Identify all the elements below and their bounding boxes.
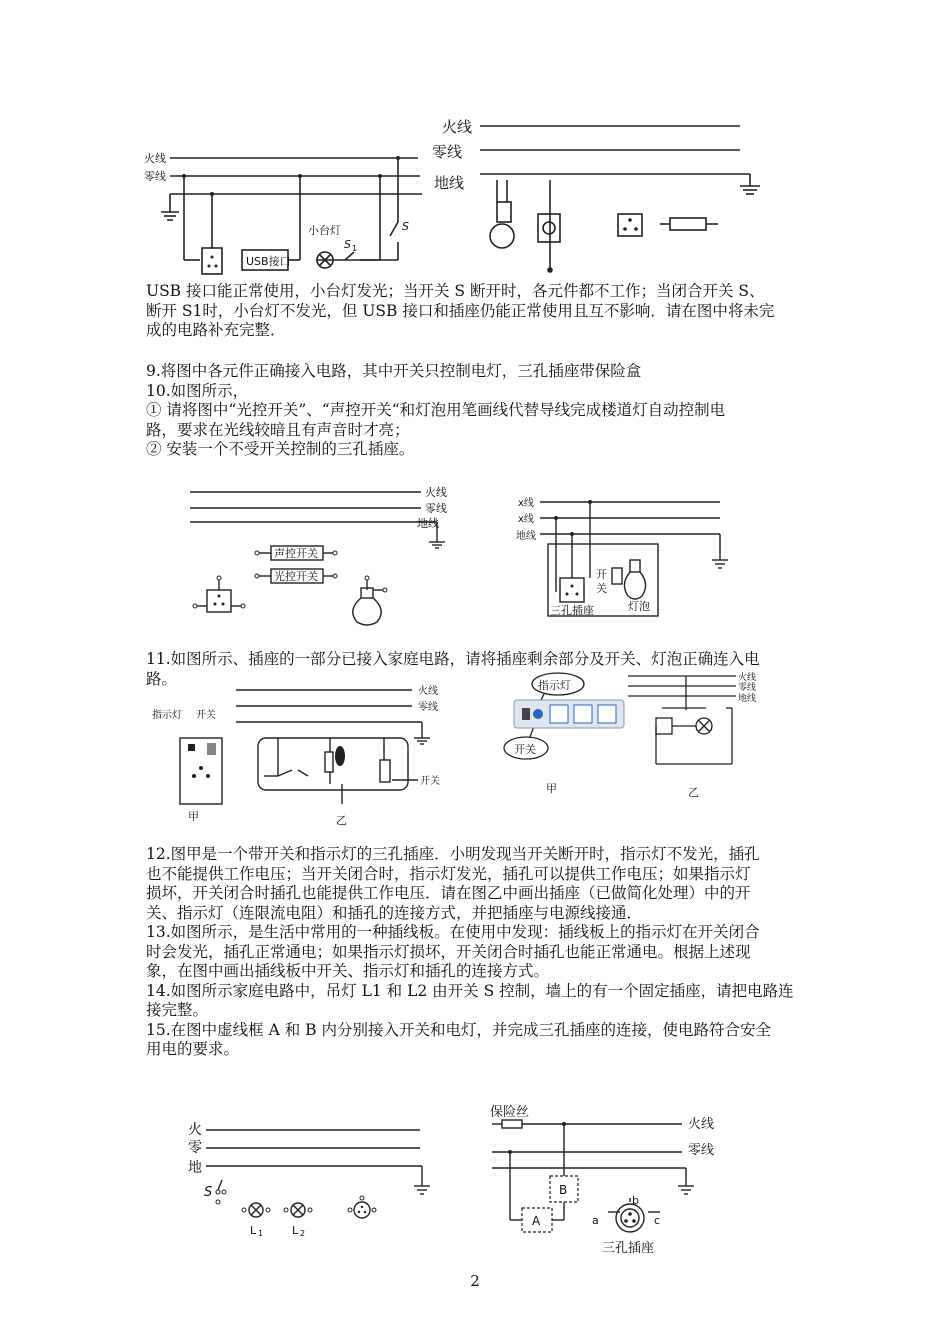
fig4-live-label: 火线: [418, 686, 438, 697]
figure-q12-power-strip: [496, 668, 776, 803]
q13-line-3: 象，在图中画出插线板中开关、指示灯和插孔的连接方式。: [146, 962, 550, 980]
socket-pin-c-label: c: [654, 1214, 661, 1227]
fig6-l2-subscript: 2: [300, 1229, 306, 1238]
sound-switch-label: 声控开关: [274, 547, 318, 560]
question-10-item-1a: ① 请将图中“光控开关”、“声控开关“和灯泡用笔画线代替导线完成楼道灯自动控制电: [146, 401, 726, 419]
fig2-neutral-label: 零线: [425, 502, 447, 515]
socket-pin-b-label: b: [632, 1194, 639, 1207]
usb-label: USB接口: [246, 255, 291, 268]
q15-line-2: 用电的要求。: [146, 1040, 240, 1058]
s1-label: S: [344, 238, 351, 251]
q11-line-1: 11.如图所示、插座的一部分已接入家庭电路，请将插座剩余部分及开关、灯泡正确连入电: [146, 650, 760, 668]
fig3-socket-label: 三孔插座: [550, 604, 594, 617]
q13-line-2: 时会发光，插孔正常通电；如果指示灯损坏，开关闭合时插孔也能正常通电。根据上述现: [146, 942, 751, 961]
strip-indicator-label: 指示灯: [538, 679, 571, 692]
left-neutral-label: 零线: [144, 170, 166, 183]
q12-line-4: 关、指示灯（连限流电阻）和插孔的连接方式，并把插座与电源线接通．: [146, 903, 643, 922]
box-a-label: A: [532, 1214, 541, 1228]
lamp-label: 小台灯: [308, 224, 341, 237]
question-9-10-text: [146, 362, 808, 460]
strip-switch-label: 开关: [514, 743, 536, 756]
fig6-l1-subscript: 1: [258, 1229, 264, 1238]
fuse-label: 保险丝: [490, 1105, 530, 1120]
light-switch-label: 光控开关: [274, 570, 318, 583]
fig4-yi-label: 乙: [336, 814, 347, 825]
right-live-label: 火线: [442, 118, 473, 136]
figure-q10-stair-light: [185, 480, 475, 630]
figure-q15-boxes: [486, 1100, 726, 1260]
fig5-ground-label: 地线: [738, 694, 757, 704]
s1-subscript: 1: [352, 244, 358, 253]
fig7-neutral-label: 零线: [688, 1143, 715, 1158]
fig3-line2-label: x线: [518, 514, 534, 525]
question-8-text: [146, 282, 808, 341]
figure-q11-socket: [152, 680, 452, 825]
fig6-ground-label: 地: [188, 1160, 202, 1176]
box-b-label: B: [559, 1183, 568, 1197]
fig6-l1-label: L: [250, 1224, 257, 1237]
fig6-l2-label: L: [292, 1224, 299, 1237]
fig6-s-label: S: [204, 1185, 213, 1200]
q13-line-1: 13.如图所示，是生活中常用的一种插线板。在使用中发现：插线板上的指示灯在开关闭合: [146, 923, 760, 941]
fig3-line1-label: x线: [518, 498, 534, 509]
fig6-neutral-label: 零: [188, 1140, 202, 1156]
fig3-switch-label-2: 关: [596, 582, 607, 595]
fig2-ground-label: 地线: [417, 517, 439, 530]
figure-q14-lamps: [184, 1112, 444, 1242]
three-hole-socket-label: 三孔插座: [602, 1241, 655, 1256]
fig5-live-label: 火线: [738, 673, 757, 683]
page-number: 2: [470, 1272, 480, 1290]
question-12-15-text: [146, 845, 808, 1060]
q12-line-1: 12.图甲是一个带开关和指示灯的三孔插座．小明发现当开关断开时，指示灯不发光，插孔: [146, 845, 760, 863]
question-9: 9.将图中各元件正确接入电路，其中开关只控制电灯，三孔插座带保险盒: [146, 362, 642, 380]
q11-line-2: 路。: [146, 669, 178, 688]
question-10-head: 10.如图所示，: [146, 381, 249, 400]
fig7-live-label: 火线: [688, 1117, 715, 1132]
question-10-item-1b: 路，要求在光线较暗且有声音时才亮；: [146, 420, 410, 439]
question-10-item-2: ② 安装一个不受开关控制的三孔插座。: [146, 440, 415, 458]
indicator-label: 指示灯: [152, 710, 182, 721]
figure-q9-socket-bulb: [516, 492, 746, 622]
fig4-neutral-label: 零线: [418, 702, 438, 713]
fig3-switch-label-1: 开: [596, 568, 607, 581]
q12-line-3: 损坏，开关闭合时插孔也能提供工作电压．请在图乙中画出插座（已做简化处理）中的开: [146, 884, 751, 902]
q14-line-1: 14.如图所示家庭电路中，吊灯 L1 和 L2 由开关 S 控制，墙上的有一个固定插座，请把电路连: [146, 981, 794, 1000]
figure-q8-circuit: [140, 110, 780, 280]
fig2-live-label: 火线: [425, 486, 447, 499]
q12-line-2: 也不能提供工作电压；当开关闭合时，指示灯发光，插孔可以提供工作电压；如果指示灯: [146, 864, 751, 883]
switch-label: 开关: [196, 710, 216, 721]
fig5-neutral-label: 零线: [738, 683, 757, 693]
fig6-live-label: 火: [188, 1122, 202, 1138]
right-neutral-label: 零线: [432, 143, 463, 161]
q14-line-2: 接完整。: [146, 1001, 209, 1019]
right-ground-label: 地线: [434, 174, 465, 192]
q8-line-3: 成的电路补充完整．: [146, 321, 286, 339]
fig4-switch-right-label: 开关: [420, 776, 440, 787]
fig4-jia-label: 甲: [188, 810, 199, 823]
q15-line-1: 15.在图中虚线框 A 和 B 内分别接入开关和电灯，并完成三孔插座的连接，使电路符合安全: [146, 1020, 771, 1039]
socket-pin-a-label: a: [592, 1214, 599, 1227]
s-label: S: [402, 220, 409, 233]
fig5-yi-label: 乙: [688, 786, 699, 799]
fig3-bulb-label: 灯泡: [628, 600, 650, 613]
left-live-label: 火线: [144, 152, 166, 165]
fig3-ground-label: 地线: [516, 531, 536, 542]
fig5-jia-label: 甲: [546, 782, 557, 795]
q8-line-1: USB 接口能正常使用，小台灯发光；当开关 S 断开时，各元件都不工作；当闭合开关 S、: [146, 282, 765, 300]
q8-line-2: 断开 S1时，小台灯不发光，但 USB 接口和插座仍能正常使用且互不影响．请在图中将未完: [146, 301, 775, 320]
